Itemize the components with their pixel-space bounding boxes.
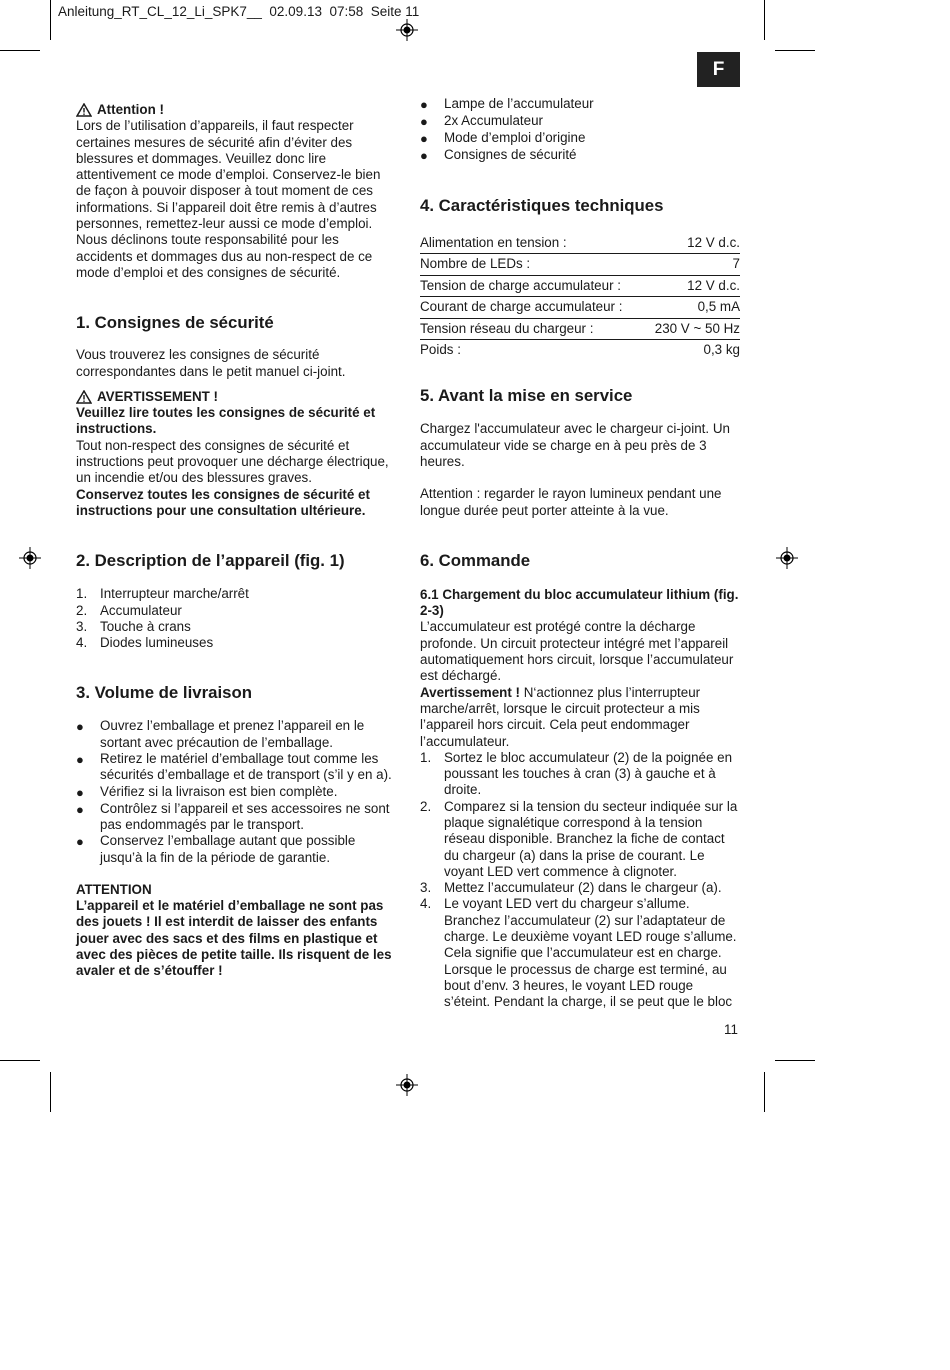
attention-body: Lors de l’utilisation d’appareils, il faut respecter certaines mesures de sécurité afin d’éviter des blessures et dommages. Veuillez donc lire attentivement ce mode d’emploi. Conservez-le bien de façon à pouvoir disposer à tout moment de ces informations. Si l’appareil doit être remis à d’autres personnes, remettez-leur aussi ce mode d’emploi. Nous déclinons toute responsabilité pour les accidents et dommages dus au non-respect de ce mode d’emploi et des consignes de sécurité. xyxy=(76,118,381,280)
paragraph-bold: L’appareil et le matériel d’emballage ne sont pas des jouets ! Il est interdit de laisser des enfants jouer avec des sacs et des films en plastique et avec des pièces de petite taille. Ils risquent de les avaler et de s’étouffer ! xyxy=(76,898,392,979)
list-item: 1. Sortez le bloc accumulateur (2) de la poignée en poussant les touches à cran (3) à gauche et à droite. xyxy=(420,749,733,798)
registration-mark-icon xyxy=(776,547,798,569)
crop-mark xyxy=(50,1072,51,1112)
bullet-icon: ● xyxy=(76,834,84,850)
description-list xyxy=(76,586,394,651)
delivery-list xyxy=(76,718,394,865)
language-tab: F xyxy=(697,52,740,87)
section-heading: 5. Avant la mise en service xyxy=(420,386,633,406)
bullet-icon: ● xyxy=(420,131,428,146)
list-item: ● Conservez l’emballage autant que possible jusqu’à la fin de la période de garantie. xyxy=(76,833,356,865)
table-row: Courant de charge accumulateur : 0,5 mA xyxy=(420,297,740,318)
print-header: Anleitung_RT_CL_12_Li_SPK7__ 02.09.13 07:58 Seite 11 xyxy=(58,4,420,19)
crop-mark xyxy=(0,50,40,51)
list-item: 3. Mettez l’accumulateur (2) dans le chargeur (a). xyxy=(420,880,722,896)
table-row: Poids : 0,3 kg xyxy=(420,341,740,357)
right-column xyxy=(420,96,740,1011)
paragraph: L’accumulateur est protégé contre la décharge profonde. Un circuit protecteur intégré met l’appareil automatiquement hors circuit, lorsque l’accumulateur est déchargé. xyxy=(420,619,734,684)
subsection-heading: 6.1 Chargement du bloc accumulateur lithium (fig. 2-3) xyxy=(420,586,739,619)
list-item: ● Consignes de sécurité xyxy=(420,147,577,163)
spec-table xyxy=(420,233,740,360)
crop-mark xyxy=(775,50,815,51)
crop-mark xyxy=(50,0,51,40)
paragraph: Tout non-respect des consignes de sécurité et instructions peut provoquer une décharge électrique, un incendie et/ou des blessures graves. xyxy=(76,437,389,486)
section-heading: 4. Caractéristiques techniques xyxy=(420,196,664,215)
list-item: ● Contrôlez si l’appareil et ses accessoires ne sont pas endommagés par le transport. xyxy=(76,800,390,832)
crop-mark xyxy=(764,1072,765,1112)
list-item: 1. Interrupteur marche/arrêt xyxy=(76,586,249,602)
table-row: Nombre de LEDs : 7 xyxy=(420,254,740,275)
registration-mark-icon xyxy=(396,19,418,41)
bullet-icon: ● xyxy=(420,97,428,112)
list-item: 4. Le voyant LED vert du chargeur s’allume. Branchez l’accumulateur (2) sur l’adaptateur de charge. Le deuxième voyant LED rouge s’allume. Cela signifie que l’accumulateur est en charge. Lorsque le processus de charge est terminé, au bout d’env. 3 heures, le voyant LED rouge s’éteint. Pendant la charge, il se peut que le bloc xyxy=(420,896,737,1010)
section-heading: 1. Consignes de sécurité xyxy=(76,313,274,333)
attention-heading: ATTENTION xyxy=(76,881,152,897)
page-number: 11 xyxy=(724,1022,738,1037)
warning-triangle-icon xyxy=(76,390,92,404)
table-row: Alimentation en tension : 12 V d.c. xyxy=(420,233,740,254)
crop-mark xyxy=(764,0,765,40)
bullet-icon: ● xyxy=(76,752,84,768)
list-item: 2. Comparez si la tension du secteur indiquée sur la plaque signalétique correspond à la tension réseau disponible. Branchez la fiche de contact du chargeur (a) dans la prise de courant. Le voyant LED vert commence à clignoter. xyxy=(420,798,738,879)
paragraph: Avertissement ! N‘actionnez plus l’interrupteur marche/arrêt, lorsque le circuit protecteur a mis l’appareil hors circuit. Cela peut endommager l’accumulateur. xyxy=(420,684,701,749)
list-item: ● Vérifiez si la livraison est bien complète. xyxy=(76,783,338,800)
section-heading: 3. Volume de livraison xyxy=(76,683,252,703)
section-heading: 2. Description de l’appareil (fig. 1) xyxy=(76,551,345,571)
section-heading: 6. Commande xyxy=(420,550,531,570)
list-item: 4. Diodes lumineuses xyxy=(76,635,214,651)
bullet-icon: ● xyxy=(76,784,84,800)
table-row: Tension réseau du chargeur : 230 V ~ 50 Hz xyxy=(420,319,740,340)
attention-title: Attention ! xyxy=(76,102,394,118)
crop-mark xyxy=(0,1060,40,1061)
bullet-icon: ● xyxy=(420,114,428,129)
left-column xyxy=(76,102,394,980)
bullet-icon: ● xyxy=(76,801,84,817)
paragraph-bold: Veuillez lire toutes les consignes de sécurité et instructions. xyxy=(76,405,376,437)
list-item: ● Ouvrez l’emballage et prenez l’appareil en le sortant avec précaution de l’emballage. xyxy=(76,718,365,750)
steps-list xyxy=(420,750,740,1011)
list-item: ● Retirez le matériel d’emballage tout comme les sécurités d’emballage et de transport (s’il y en a). xyxy=(76,751,392,783)
bullet-icon: ● xyxy=(76,719,84,735)
paragraph: Chargez l'accumulateur avec le chargeur ci-joint. Un accumulateur vide se charge en à peu près de 3 heures. xyxy=(420,421,730,469)
warning-title: AVERTISSEMENT ! xyxy=(76,389,394,405)
paragraph: Attention : regarder le rayon lumineux pendant une longue durée peut porter atteinte à la vue. xyxy=(420,486,722,518)
list-item: ● 2x Accumulateur xyxy=(420,113,543,129)
registration-mark-icon xyxy=(396,1074,418,1096)
table-row: Tension de charge accumulateur : 12 V d.c. xyxy=(420,276,740,297)
list-item: 2. Accumulateur xyxy=(76,602,182,618)
list-item: ● Mode d’emploi d’origine xyxy=(420,130,586,146)
paragraph: Vous trouverez les consignes de sécurité correspondantes dans le petit manuel ci-joint. xyxy=(76,347,346,379)
crop-mark xyxy=(775,1060,815,1061)
list-item: 3. Touche à crans xyxy=(76,618,191,634)
delivery-list-continued xyxy=(420,96,740,164)
warning-triangle-icon xyxy=(76,103,92,117)
registration-mark-icon xyxy=(19,547,41,569)
paragraph-bold: Conservez toutes les consignes de sécurité et instructions pour une consultation ultérieure. xyxy=(76,486,370,518)
bullet-icon: ● xyxy=(420,148,428,163)
list-item: ● Lampe de l’accumulateur xyxy=(420,96,594,112)
